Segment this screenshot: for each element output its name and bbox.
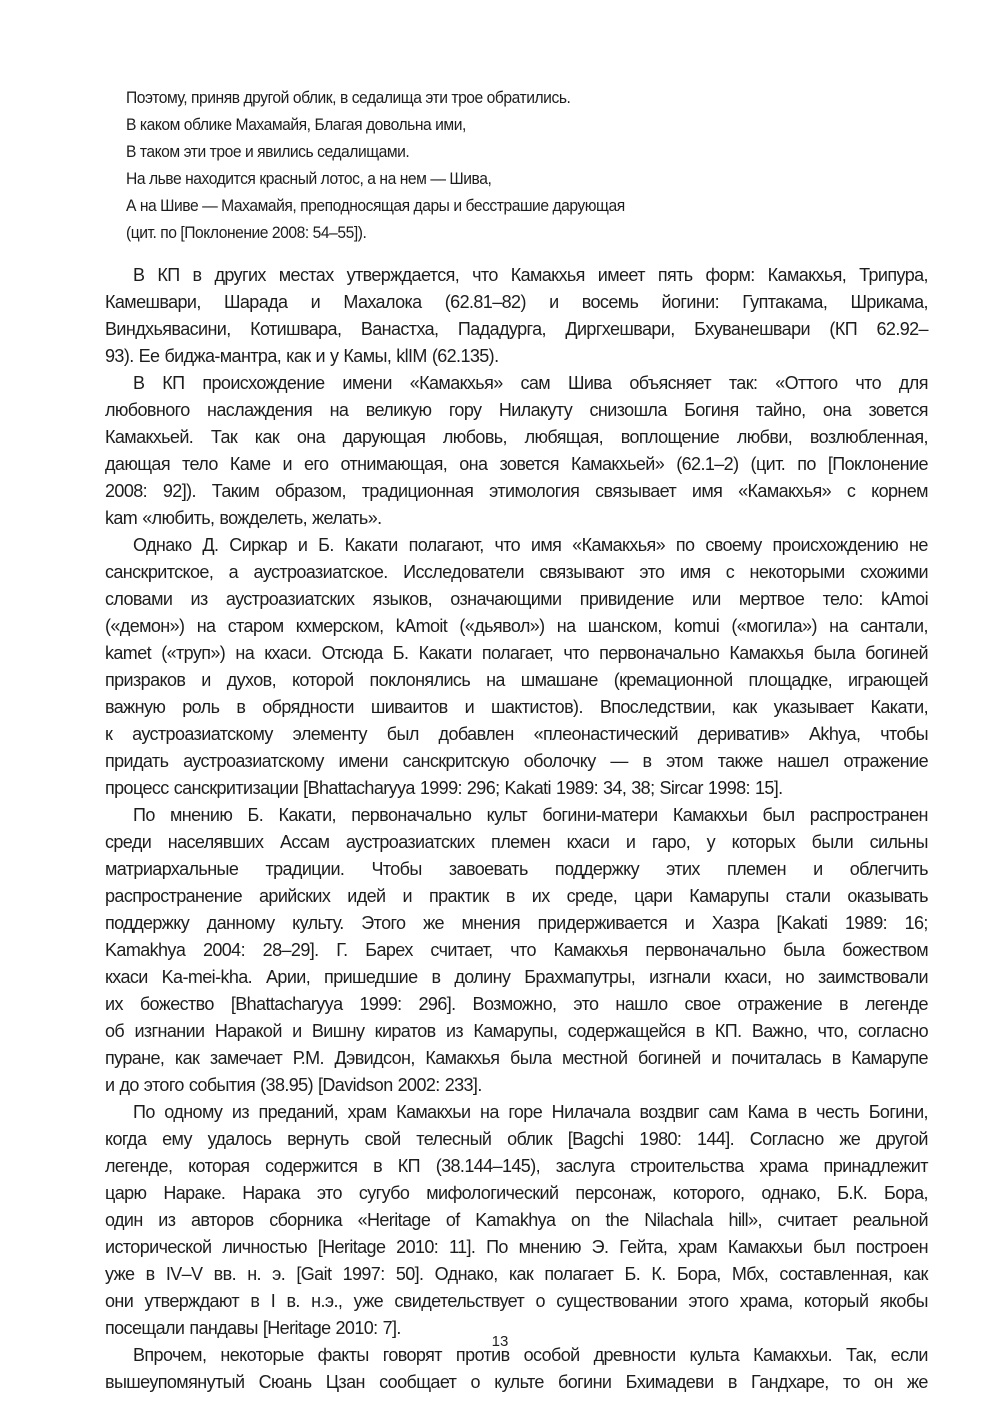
text-line: уже в IV–V вв. н. э. [Gait 1997: 50]. Однако, как полагает Б. К. Бора, Мбх, составленная, как <box>105 1264 928 1284</box>
text-line: придать аустроазиатскому имени санскритскую оболочку — в этом также нашел отражение <box>105 751 928 771</box>
text-line: призраков и духов, которой поклонялись на шмашане (кремационной площадке, играющей <box>105 670 928 690</box>
text-line: распространение арийских идей и практик в их среде, цари Камарупы стали оказывать <box>105 886 928 906</box>
text-line: («демон») на старом кхмерском, kAmoit («дьявол») на шанском, komui («могила») на сантали, <box>105 616 928 636</box>
page-number: 13 <box>491 1333 509 1350</box>
text-line: По мнению Б. Какати, первоначально культ богини-матери Камакхьи был распространен <box>133 805 928 825</box>
verse-line: Поэтому, приняв другой облик, в седалища эти трое обратились. <box>126 88 571 107</box>
text-line: kamet («труп») на кхаси. Отсюда Б. Какати полагает, что первоначально Камакхья была богиней <box>105 643 928 663</box>
verse-line: В таком эти трое и явились седалищами. <box>126 142 410 161</box>
paragraph <box>105 532 928 802</box>
text-line: они утверждают в I в. н.э., уже свидетельствует о существовании этого храма, который якобы <box>105 1291 928 1311</box>
text-line: В КП происхождение имени «Камакхья» сам Шива объясняет так: «Оттого что для <box>133 373 928 393</box>
text-line: санскритское, а аустроазиатское. Исследователи связывают это имя с некоторыми схожими <box>105 562 928 582</box>
text-line: Камешвари, Шарада и Махалока (62.81–82) и восемь йогини: Гуптакама, Шрикама, <box>105 292 928 312</box>
text-line: об изгнании Наракой и Вишну киратов из Камарупы, содержащейся в КП. Важно, что, согласно <box>105 1021 928 1041</box>
text-line: словами из аустроазиатских языков, означающими привидение или мертвое тело: kAmoi <box>105 589 928 609</box>
text-line: В КП в других местах утверждается, что Камакхья имеет пять форм: Камакхья, Трипура, <box>133 265 928 285</box>
text-line: кхаси Ka-mei-kha. Арии, пришедшие в долину Брахмапутры, изгнали кхаси, но заимствовали <box>105 967 928 987</box>
text-line: Впрочем, некоторые факты говорят против особой древности культа Камакхьи. Так, если <box>133 1345 928 1365</box>
text-line: царю Нараке. Нарака это сугубо мифологический персонаж, которого, однако, Б.К. Бора, <box>105 1183 928 1203</box>
paragraph <box>105 1099 928 1342</box>
verse-line: На льве находится красный лотос, а на нем — Шива, <box>126 169 492 188</box>
verse-line: А на Шиве — Махамайя, преподносящая дары и бесстрашие дарующая <box>126 196 625 215</box>
verse-quote <box>126 84 886 246</box>
text-line: их божество [Bhattacharyya 1999: 296]. Возможно, это нашло свое отражение в легенде <box>105 994 928 1014</box>
text-line: 93). Ее биджа-мантра, как и у Камы, klIM (62.135). <box>105 346 499 366</box>
text-line: исторической личностью [Heritage 2010: 11]. По мнению Э. Гейта, храм Камакхьи был построен <box>105 1237 928 1257</box>
text-line: матриархальные традиции. Чтобы завоевать поддержку этих племен и облегчить <box>105 859 928 879</box>
text-line: процесс санскритизации [Bhattacharyya 1999: 296; Kakati 1989: 34, 38; Sircar 1998: 15]. <box>105 778 783 798</box>
text-line: важную роль в обрядности шиваитов и шактистов). Впоследствии, как указывает Какати, <box>105 697 928 717</box>
verse-citation: (цит. по [Поклонение 2008: 54–55]). <box>126 223 367 242</box>
text-line: 2008: 92]). Таким образом, традиционная этимология связывает имя «Камакхья» с корнем <box>105 481 928 501</box>
text-line: Однако Д. Сиркар и Б. Какати полагают, что имя «Камакхья» по своему происхождению не <box>133 535 928 555</box>
text-line: и до этого события (38.95) [Davidson 2002: 233]. <box>105 1075 482 1095</box>
text-line: когда ему удалось вернуть свой телесный облик [Bagchi 1980: 144]. Согласно же другой <box>105 1129 928 1149</box>
text-line: к аустроазиатскому элементу был добавлен «плеонастический дериватив» Akhya, чтобы <box>105 724 928 744</box>
text-line: среди населявших Ассам аустроазиатских племен кхаси и гаро, у которых были сильны <box>105 832 928 852</box>
text-line: Kamakhya 2004: 28–29]. Г. Барех считает, что Камакхья первоначально была божеством <box>105 940 928 960</box>
paragraph <box>105 262 928 370</box>
text-line: легенде, которая содержится в КП (38.144–145), заслуга строительства храма принадлежит <box>105 1156 928 1176</box>
text-line: один из авторов сборника «Heritage of Kamakhya on the Nilachala hill», считает реальной <box>105 1210 928 1230</box>
text-line: Виндхьявасини, Котишвара, Ванастха, Пададурга, Диргхешвари, Бхуванешвари (КП 62.92– <box>105 319 928 339</box>
text-line: посещали пандавы [Heritage 2010: 7]. <box>105 1318 401 1338</box>
text-line: Камакхьей. Так как она дарующая любовь, любящая, воплощение любви, возлюбленная, <box>105 427 928 447</box>
paragraph <box>105 1342 928 1396</box>
text-line: поддержку данному культу. Этого же мнения придерживается и Хазра [Kakati 1989: 16; <box>105 913 928 933</box>
body-text <box>105 262 928 1396</box>
verse-line: В каком облике Махамайя, Благая довольна ими, <box>126 115 466 134</box>
paragraph <box>105 370 928 532</box>
text-line: вышеупомянутый Сюань Цзан сообщает о культе богини Бхимадеви в Гандхаре, то он же <box>105 1372 928 1392</box>
text-line: дающая тело Каме и его отнимающая, она зовется Камакхьей» (62.1–2) (цит. по [Поклонение <box>105 454 928 474</box>
paragraph <box>105 802 928 1099</box>
text-line: любовного наслаждения на великую гору Нилакуту снизошла Богиня тайно, она зовется <box>105 400 928 420</box>
text-line: По одному из преданий, храм Камакхьи на горе Нилачала воздвиг сам Кама в честь Богини, <box>133 1102 928 1122</box>
text-line: kam «любить, вожделеть, желать». <box>105 508 382 528</box>
text-line: пуране, как замечает Р.М. Дэвидсон, Камакхья была местной богиней и почиталась в Камарупе <box>105 1048 928 1068</box>
